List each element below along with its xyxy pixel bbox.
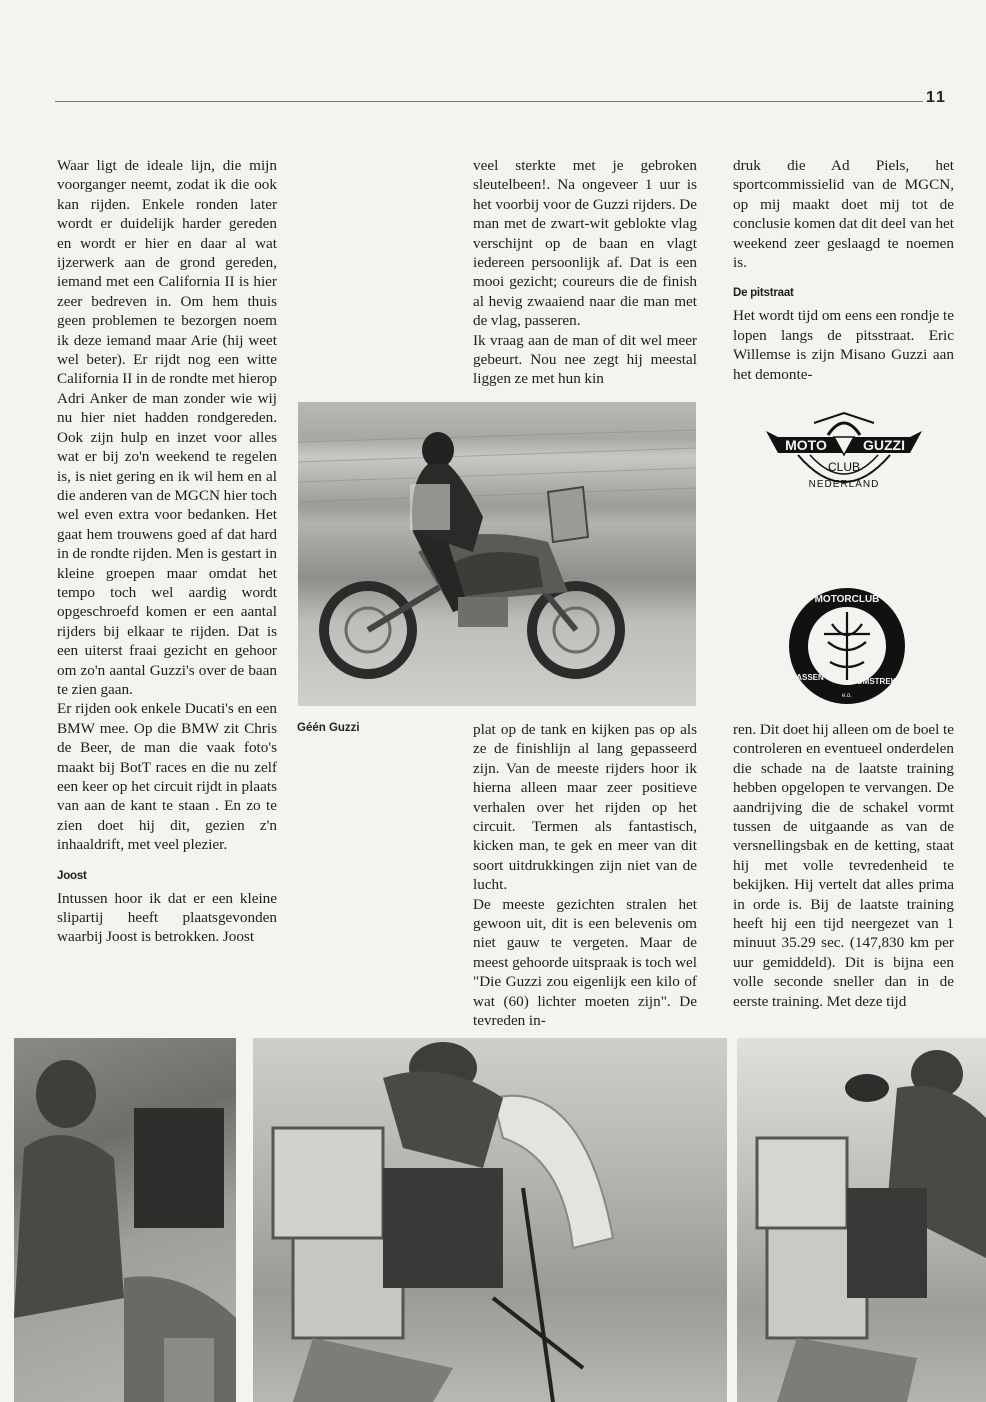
text-column-right-bottom xyxy=(733,720,954,1011)
svg-text:ASSEN: ASSEN xyxy=(796,673,824,682)
paragraph: plat op de tank en kijken pas op als ze de finishlijn al lang gepasseerd zijn. Van de meeste rijders hoor ik hierna alleen maar zeer positieve verhalen over het rijden op het circuit. Termen als fantastisch, kicken man, te gek en meer van dit soort uitdrukkingen zijn niet van de lucht. xyxy=(473,721,697,894)
motorcycle-photo xyxy=(298,402,696,706)
paragraph: Intussen hoor ik dat er een kleine slipartij heeft plaatsgevonden waarbij Joost is betrokken. Joost xyxy=(57,889,277,946)
svg-text:e.o.: e.o. xyxy=(841,693,853,699)
svg-text:CLUB: CLUB xyxy=(827,460,861,474)
subheading-joost: Joost xyxy=(57,869,87,882)
paragraph: Ik vraag aan de man of dit wel meer gebeurt. Nou nee zegt hij meestal liggen ze met hun kin xyxy=(473,331,697,388)
mechanic-photo-left xyxy=(14,1038,236,1402)
subheading-pitstraat: De pitstraat xyxy=(733,287,794,300)
paragraph: Het wordt tijd om eens een rondje te lopen langs de pitsstraat. Eric Willemse is zijn Misano Guzzi aan het demonte- xyxy=(733,307,954,383)
svg-text:GUZZI: GUZZI xyxy=(863,437,905,453)
mechanic-photo-right xyxy=(737,1038,986,1402)
svg-text:NEDERLAND: NEDERLAND xyxy=(808,479,880,490)
photo-caption: Géén Guzzi xyxy=(297,722,360,734)
moto-guzzi-club-logo xyxy=(758,405,930,505)
text-column-middle-top xyxy=(473,156,697,389)
paragraph: Waar ligt de ideale lijn, die mijn voorganger neemt, zodat ik die ook kan rijden. Enkele ronden later wordt er duidelijk harder gereden en wordt er hier en daar al wat ijzerwerk aan de grond gereden, iemand met een California II is hier zeer bedreven in. Om hem thuis geen problemen te bezorgen noem ik deze iemand maar Arie (hij weet wel beter). Er rijdt nog een witte California II in de rondte met hierop Adri Anker de man zonder wie wij nu hier niet hadden rondgereden. Ook zijn hulp en inzet voor alles wat er bij zo'n weekend te regelen is, is niet gering en ik wil hem en al die anderen van de MGCN hier toch wel even extra voor bedanken. Het gaat hem trouwens goed af dat hard in de rondte rijden. Men is gestart in kleine groepen maar omdat het tempo toch wel aardig wordt opgeschroefd komen er een aantal rijders bij elkaar te rijden. Dat is een uiterst fraai gezicht en gehoor om zo'n aantal Guzzi's over de baan te zien gaan. xyxy=(57,157,277,698)
svg-text:MOTORCLUB: MOTORCLUB xyxy=(814,594,880,605)
text-column-middle-bottom xyxy=(473,720,697,1031)
svg-text:MOTO: MOTO xyxy=(785,437,827,453)
motorcycle-illustration xyxy=(298,402,696,706)
paragraph: veel sterkte met je gebroken sleutelbeen!. Na ongeveer 1 uur is het voorbij voor de Guzzi rijders. De man met de zwart-wit geblokte vlag verschijnt op de baan en vlagt iedereen persoonlijk af. Dat is een mooi gezicht; coureurs die de finish al hevig zwaaiend naar die man met de vlag, passeren. xyxy=(473,157,697,330)
paragraph: ren. Dit doet hij alleen om de boel te controleren en eventueel onderdelen die schade na de laatste training hebben opgelopen te vervangen. De aandrijving die de schakel vormt tussen de uitgaande as van de versnellingsbak en de ketting, staat hij met volle tevredenheid te bekijken. Hij vertelt dat alles prima in orde is. Bij de laatste training heeft hij een tijd neergezet van 1 minuut 35.29 sec. (147,830 km per uur gemiddeld). Dit is bijna een volle seconde sneller dan in de eerste training. Met deze tijd xyxy=(733,721,954,1010)
paragraph: Er rijden ook enkele Ducati's en een BMW mee. Op die BMW zit Chris de Beer, de man die vaak foto's maakt bij BotT races en die nu zelf een keer op het circuit rijdt in plaats van aan de kant te staan . En zo te zien doet hij dit, gezien z'n inhaaldrift, met veel plezier. xyxy=(57,700,277,854)
svg-text:OMSTREKEN: OMSTREKEN xyxy=(856,677,908,686)
text-column-left xyxy=(57,156,277,947)
paragraph: druk die Ad Piels, het sportcommissielid van de MGCN, op mij maakt doet mij tot de conclusie komen dat dit deel van het weekend zeer geslaagd te noemen is. xyxy=(733,157,954,272)
header-rule xyxy=(55,101,923,102)
mechanic-photo-middle xyxy=(253,1038,727,1402)
paragraph: De meeste gezichten stralen het gewoon uit, dit is een belevenis om niet gauw te vergeten. Maar de meest gehoorde uitspraak is toch wel "Die Guzzi zou eigenlijk een kilo of wat (60) lichter moeten zijn". De tevreden in- xyxy=(473,895,697,1030)
page-number: 11 xyxy=(926,89,947,106)
text-column-right-top xyxy=(733,156,954,384)
motorclub-assen-logo xyxy=(784,584,910,708)
